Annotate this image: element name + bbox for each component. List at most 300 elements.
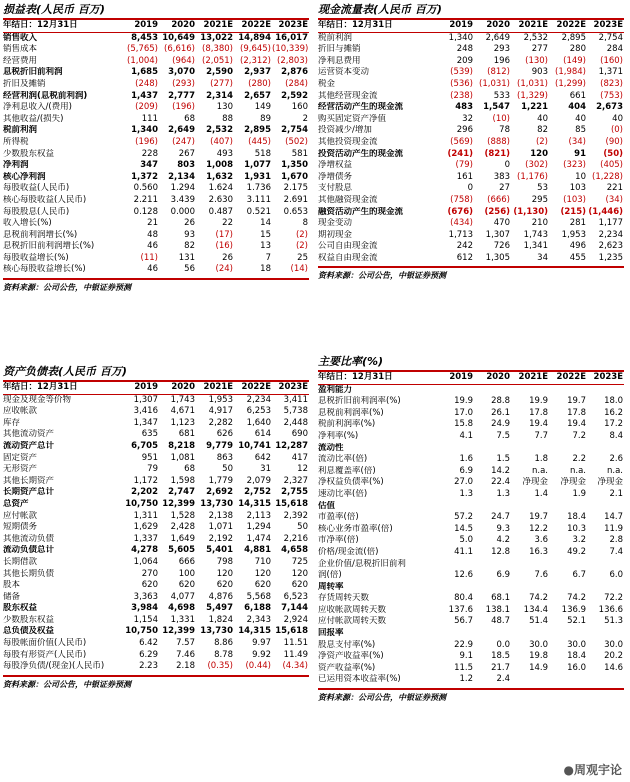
table-row <box>3 650 309 662</box>
cell-value: 1,598 <box>170 475 195 486</box>
cell-value: 7.6 <box>534 570 548 581</box>
row-label: 运营资本变动 <box>318 67 370 78</box>
cell-value: 1,337 <box>133 533 158 544</box>
cell-value: 4,698 <box>168 603 195 614</box>
cell-value: 1,670 <box>281 171 308 182</box>
cell-value: (821) <box>484 148 510 159</box>
cell-value: 12.8 <box>491 546 510 557</box>
row-label: 净利润 <box>3 160 29 171</box>
cell-value: 15,618 <box>275 626 308 637</box>
cell-value: 612 <box>456 252 473 263</box>
cell-value: 3,984 <box>131 603 158 614</box>
row-label: 购买固定资产净值 <box>318 113 387 124</box>
row-label: 税金 <box>318 78 336 89</box>
cell-value: 2.8 <box>609 535 623 546</box>
cell-value: 5,401 <box>206 545 233 556</box>
cell-value: (539) <box>450 67 473 78</box>
cell-value: 51.4 <box>529 616 548 627</box>
cell-value: 14.5 <box>454 523 473 534</box>
table-row <box>3 230 309 242</box>
cell-value: 1,649 <box>170 533 195 544</box>
cell-value: (6,616) <box>164 44 195 55</box>
cell-value: 6,253 <box>246 406 271 417</box>
cell-value: 4.1 <box>459 430 473 441</box>
header-row <box>318 372 624 384</box>
row-label: 折旧与摊销 <box>318 44 361 55</box>
cell-value: 0.128 <box>133 206 158 217</box>
cell-value: 1.5 <box>496 454 510 465</box>
column-header: 2023E <box>587 372 624 384</box>
row-label: 息税折旧前利润增长(%) <box>3 241 95 252</box>
cell-value: 7.2 <box>572 430 586 441</box>
cell-value: 18 <box>260 264 271 275</box>
fiscal-year-label: 年结日：12月31日 <box>3 382 121 394</box>
cell-value: 12.2 <box>529 523 548 534</box>
cell-value: 14.7 <box>604 512 623 523</box>
cell-value: (247) <box>172 136 195 147</box>
cell-value: 0.000 <box>170 206 195 217</box>
cell-value: 19.7 <box>529 512 548 523</box>
cell-value: 12 <box>297 464 308 475</box>
cell-value: 14.6 <box>604 662 623 673</box>
key-ratios-panel <box>318 354 624 706</box>
cell-value: 20.2 <box>604 651 623 662</box>
cell-value: 8 <box>302 218 308 229</box>
cell-value: 4,881 <box>244 545 271 556</box>
cell-value: 10,741 <box>238 440 271 451</box>
cell-value: 16,017 <box>275 32 308 43</box>
cell-value: 净现金 <box>560 477 586 488</box>
cell-value: 21.7 <box>491 662 510 673</box>
cell-value: 40 <box>537 113 548 124</box>
cell-value: 581 <box>291 148 308 159</box>
cell-value: 13,730 <box>200 498 233 509</box>
cell-value: 3,411 <box>283 394 308 405</box>
cell-value: 3.111 <box>246 194 271 205</box>
cell-value: (24) <box>215 264 233 275</box>
table-row <box>3 499 309 511</box>
cell-value: 1,071 <box>208 522 233 533</box>
cell-value: 2,755 <box>281 487 308 498</box>
cell-value: 78 <box>499 125 510 136</box>
cell-value: 120 <box>216 568 233 579</box>
cell-value: 296 <box>456 125 473 136</box>
cell-value: (2) <box>295 229 308 240</box>
row-label: 应收帐款 <box>3 406 38 417</box>
table-row <box>3 172 309 184</box>
cell-value <box>436 559 474 571</box>
cell-value: 2,282 <box>208 417 233 428</box>
cell-value: 2,314 <box>206 90 233 101</box>
table-row <box>318 524 624 536</box>
cell-value: 79 <box>147 464 158 475</box>
cell-value: 2,234 <box>598 229 623 240</box>
cell-value: (302) <box>525 160 548 171</box>
table-row <box>318 477 624 489</box>
cell-value: 51.3 <box>604 616 623 627</box>
column-header: 2023E <box>272 382 309 394</box>
cell-value: 2,937 <box>244 67 271 78</box>
cell-value: 1,331 <box>170 614 195 625</box>
cell-value: 1.4 <box>534 488 548 499</box>
row-label: 应收帐款周转天数 <box>318 604 387 615</box>
cell-value: 2,649 <box>485 32 510 43</box>
cell-value: n.a. <box>532 465 548 476</box>
cell-value: 295 <box>531 194 548 205</box>
cell-value: 2,234 <box>246 394 271 405</box>
cell-value: 17.8 <box>529 407 548 418</box>
cell-value <box>549 674 587 686</box>
cell-value: 7.7 <box>534 430 548 441</box>
header-row <box>318 20 624 32</box>
cell-value: 1,221 <box>521 102 548 113</box>
cell-value: 242 <box>456 241 473 252</box>
cell-value <box>587 559 624 571</box>
cell-value: 130 <box>216 102 233 113</box>
table-row <box>3 195 309 207</box>
cell-value: 9.92 <box>252 649 271 660</box>
cell-value: 620 <box>291 580 308 591</box>
cell-value <box>587 501 624 513</box>
cell-value: 493 <box>216 148 233 159</box>
cell-value: (536) <box>450 78 473 89</box>
cell-value: 280 <box>569 44 586 55</box>
cell-value: 2,216 <box>283 533 308 544</box>
table-row <box>318 241 624 253</box>
column-header: 2019 <box>436 372 474 384</box>
table-row <box>318 56 624 68</box>
cell-value: (823) <box>600 78 623 89</box>
cell-value: 6.0 <box>609 570 623 581</box>
cell-value: 1,474 <box>246 533 271 544</box>
cell-value: 46 <box>147 264 158 275</box>
cell-value: (888) <box>487 136 510 147</box>
cell-value: 277 <box>531 44 548 55</box>
cell-value: 31 <box>260 464 271 475</box>
row-label: 净权益负债率(%) <box>318 477 384 488</box>
cell-value: 149 <box>254 102 271 113</box>
cell-value: 4.2 <box>496 535 510 546</box>
column-header: 2020 <box>474 20 511 32</box>
table-row <box>318 102 624 114</box>
cell-value: 726 <box>493 241 510 252</box>
cell-value: 19.7 <box>567 396 586 407</box>
cell-value: 2,895 <box>244 125 271 136</box>
row-label: 少数股东权益 <box>3 148 55 159</box>
row-label: 应付帐款 <box>3 510 38 521</box>
cell-value: 137.6 <box>448 604 473 615</box>
cell-value: 383 <box>493 171 510 182</box>
row-label: 税前利润 <box>3 125 38 136</box>
cell-value: 725 <box>291 556 308 567</box>
cell-value: 14 <box>260 218 271 229</box>
row-label: 固定资产 <box>3 452 38 463</box>
cell-value: 6,523 <box>283 591 308 602</box>
row-label: 长期资产总计 <box>3 487 55 498</box>
cell-value: 3.2 <box>572 535 586 546</box>
cell-value: 18.4 <box>567 651 586 662</box>
table-row <box>3 545 309 557</box>
cell-value: 2,692 <box>206 487 233 498</box>
cell-value: 41.1 <box>454 546 473 557</box>
table-row <box>318 408 624 420</box>
cell-value: 2,392 <box>283 510 308 521</box>
cell-value: 48 <box>147 229 158 240</box>
column-header: 2020 <box>159 20 196 32</box>
cell-value: 26.1 <box>491 407 510 418</box>
cell-value: 1,350 <box>281 160 308 171</box>
cell-value <box>436 384 474 396</box>
cell-value: 1,064 <box>133 556 158 567</box>
cell-value: 6,188 <box>244 603 271 614</box>
cell-value: 1,340 <box>131 125 158 136</box>
cell-value: 2,592 <box>281 90 308 101</box>
cell-value: 620 <box>141 580 158 591</box>
row-label: 期初现金 <box>318 229 353 240</box>
row-label: 投资减少/增加 <box>318 125 372 136</box>
balance-sheet-panel <box>3 364 309 693</box>
cell-value <box>549 559 587 571</box>
cell-value: 11.9 <box>604 523 623 534</box>
cell-value: 2,777 <box>168 90 195 101</box>
cell-value: 1,123 <box>170 417 195 428</box>
cell-value: 34 <box>537 252 548 263</box>
row-label: 已运用资本收益率(%) <box>318 674 401 685</box>
cell-value <box>587 628 624 640</box>
cell-value: 93 <box>184 229 195 240</box>
table-row <box>3 137 309 149</box>
cell-value: 2,079 <box>246 475 271 486</box>
cell-value: 2.2 <box>572 454 586 465</box>
cell-value: 68 <box>184 464 195 475</box>
cell-value: 85 <box>575 125 586 136</box>
cell-value: (90) <box>605 136 623 147</box>
cell-value <box>511 582 549 594</box>
cell-value: 4,278 <box>131 545 158 556</box>
row-label: 储备 <box>3 591 21 602</box>
cell-value: 18.4 <box>567 512 586 523</box>
cell-value: (2,312) <box>240 55 271 66</box>
row-label: 长期借款 <box>3 556 38 567</box>
cell-value: 2,138 <box>208 510 233 521</box>
cell-value: 9.1 <box>459 651 473 662</box>
cell-value: 2.1 <box>609 488 623 499</box>
fiscal-year-label: 年结日：12月31日 <box>318 372 436 384</box>
cell-value: 88 <box>222 113 233 124</box>
cell-value: 0.653 <box>283 206 308 217</box>
cell-value: 131 <box>178 252 195 263</box>
cell-value: 17.8 <box>567 407 586 418</box>
cell-value: 1.3 <box>459 488 473 499</box>
table-row <box>3 487 309 499</box>
income-source-note: 资料来源：公司公告，中银证券预测 <box>3 278 309 296</box>
cell-value: 267 <box>178 148 195 159</box>
column-header: 2019 <box>121 20 159 32</box>
cell-value: (34) <box>605 194 623 205</box>
column-header: 2019 <box>436 20 474 32</box>
cell-value: 68.1 <box>491 593 510 604</box>
table-row <box>318 628 624 640</box>
table-row <box>318 137 624 149</box>
row-label: 净利息费用 <box>318 55 361 66</box>
cell-value: 10,649 <box>162 32 195 43</box>
ratios-source-note: 资料来源：公司公告，中银证券预测 <box>318 688 624 706</box>
row-label: 核心每股收益(人民币) <box>3 194 87 205</box>
cell-value: 6,705 <box>131 440 158 451</box>
cell-value: 74.2 <box>529 593 548 604</box>
cell-value: 1,640 <box>246 417 271 428</box>
row-label: 每股帐面价值(人民币) <box>3 638 87 649</box>
cell-value: 19.9 <box>454 396 473 407</box>
cell-value: 2,343 <box>246 614 271 625</box>
cell-value: 863 <box>216 452 233 463</box>
column-header: 2022E <box>549 20 587 32</box>
table-row <box>318 230 624 242</box>
cell-value <box>474 628 511 640</box>
cell-value: 1,629 <box>133 522 158 533</box>
cell-value: 903 <box>531 67 548 78</box>
income-statement-title: 损益表(人民币 百万) <box>3 2 309 20</box>
cell-value: 2,590 <box>206 67 233 78</box>
cell-value: (2) <box>295 241 308 252</box>
table-row <box>318 183 624 195</box>
table-row <box>3 603 309 615</box>
cell-value: (209) <box>135 102 158 113</box>
cell-value: (8,380) <box>202 44 233 55</box>
cell-value: 10,750 <box>125 498 158 509</box>
cell-value: 710 <box>254 556 271 567</box>
cell-value: 228 <box>141 148 158 159</box>
cell-value: 14,315 <box>238 498 271 509</box>
row-label: 其他融资现金流 <box>318 194 378 205</box>
cell-value: 19.4 <box>567 419 586 430</box>
cell-value: 626 <box>216 429 233 440</box>
cell-value: (103) <box>563 194 586 205</box>
cell-value: 14.2 <box>491 465 510 476</box>
cell-value: 11.51 <box>283 638 308 649</box>
row-label: 股息支付率(%) <box>318 639 376 650</box>
table-row <box>318 396 624 408</box>
cell-value: (1,446) <box>588 206 623 217</box>
cell-value: 22.9 <box>454 639 473 650</box>
cell-value: 46 <box>147 241 158 252</box>
cell-value: 614 <box>254 429 271 440</box>
cell-value <box>511 501 549 513</box>
cell-value <box>474 559 511 571</box>
table-row <box>3 522 309 534</box>
table-row <box>318 605 624 617</box>
cell-value <box>549 384 587 396</box>
cell-value: 0.0 <box>496 639 510 650</box>
cell-value: 642 <box>254 452 271 463</box>
cell-value: (1,031) <box>479 78 510 89</box>
cell-value: 12,287 <box>275 440 308 451</box>
cell-value: 1,008 <box>206 160 233 171</box>
cell-value: n.a. <box>607 465 623 476</box>
cell-value: 2.630 <box>208 194 233 205</box>
row-label: 净增权益 <box>318 160 353 171</box>
cell-value: 2,876 <box>281 67 308 78</box>
table-row <box>3 56 309 68</box>
cell-value: 2.23 <box>139 661 158 672</box>
row-label: 其他收益/(损失) <box>3 113 64 124</box>
column-header: 2021E <box>196 382 234 394</box>
cell-value: (16) <box>215 241 233 252</box>
cell-value: 50 <box>222 464 233 475</box>
cell-value: 48.7 <box>491 616 510 627</box>
cell-value: 103 <box>569 183 586 194</box>
table-row <box>3 580 309 592</box>
cell-value: 82 <box>184 241 195 252</box>
cell-value: (9,645) <box>240 44 271 55</box>
cell-value: (34) <box>568 136 586 147</box>
table-row <box>3 569 309 581</box>
table-row <box>318 466 624 478</box>
cell-value: 9.97 <box>252 638 271 649</box>
cell-value: 6.9 <box>459 465 473 476</box>
cell-value: 12.6 <box>454 570 473 581</box>
cell-value: 89 <box>260 113 271 124</box>
cell-value: 24.9 <box>491 419 510 430</box>
cell-value: 2,754 <box>598 32 623 43</box>
table-row <box>3 241 309 253</box>
table-row <box>318 535 624 547</box>
row-label: 其他长期资产 <box>3 475 55 486</box>
row-label: 投资活动产生的现金流 <box>318 148 404 159</box>
cell-value: 8.4 <box>609 430 623 441</box>
row-label: 每股收益(人民币) <box>3 183 70 194</box>
row-label: 权益自由现金流 <box>318 252 378 263</box>
table-row <box>318 125 624 137</box>
table-row <box>3 79 309 91</box>
cell-value: (293) <box>172 78 195 89</box>
balance-sheet-table <box>3 382 309 673</box>
cell-value: 2,752 <box>244 487 271 498</box>
cell-value <box>587 582 624 594</box>
cell-value: 2,657 <box>244 90 271 101</box>
row-label: 市净率(倍) <box>318 535 359 546</box>
watermark-label: ●周观宇论 <box>563 763 622 777</box>
key-ratios-title: 主要比率(%) <box>318 354 624 372</box>
cell-value: 281 <box>569 218 586 229</box>
cell-value: 1.736 <box>246 183 271 194</box>
cell-value: 8,218 <box>168 440 195 451</box>
cell-value: 2.18 <box>176 661 195 672</box>
table-row <box>3 534 309 546</box>
cell-value: 1,340 <box>448 32 473 43</box>
table-row <box>318 172 624 184</box>
table-row <box>3 453 309 465</box>
cell-value: 30.0 <box>604 639 623 650</box>
cell-value: 690 <box>291 429 308 440</box>
row-label: 短期债务 <box>3 522 38 533</box>
table-row <box>3 183 309 195</box>
cell-value: 533 <box>493 90 510 101</box>
row-label: 核心每股收益增长(%) <box>3 264 86 275</box>
cell-value <box>587 384 624 396</box>
table-row <box>3 406 309 418</box>
cell-value: (0.35) <box>207 661 233 672</box>
cell-value: 1,743 <box>170 394 195 405</box>
cashflow-statement-table <box>318 20 624 264</box>
cell-value: 4,917 <box>208 406 233 417</box>
cell-value: 7,144 <box>281 603 308 614</box>
cell-value: 2,895 <box>561 32 586 43</box>
cell-value: 净现金 <box>522 477 548 488</box>
cell-value: 1,371 <box>598 67 623 78</box>
cell-value: (569) <box>450 136 473 147</box>
cell-value: 3,070 <box>168 67 195 78</box>
